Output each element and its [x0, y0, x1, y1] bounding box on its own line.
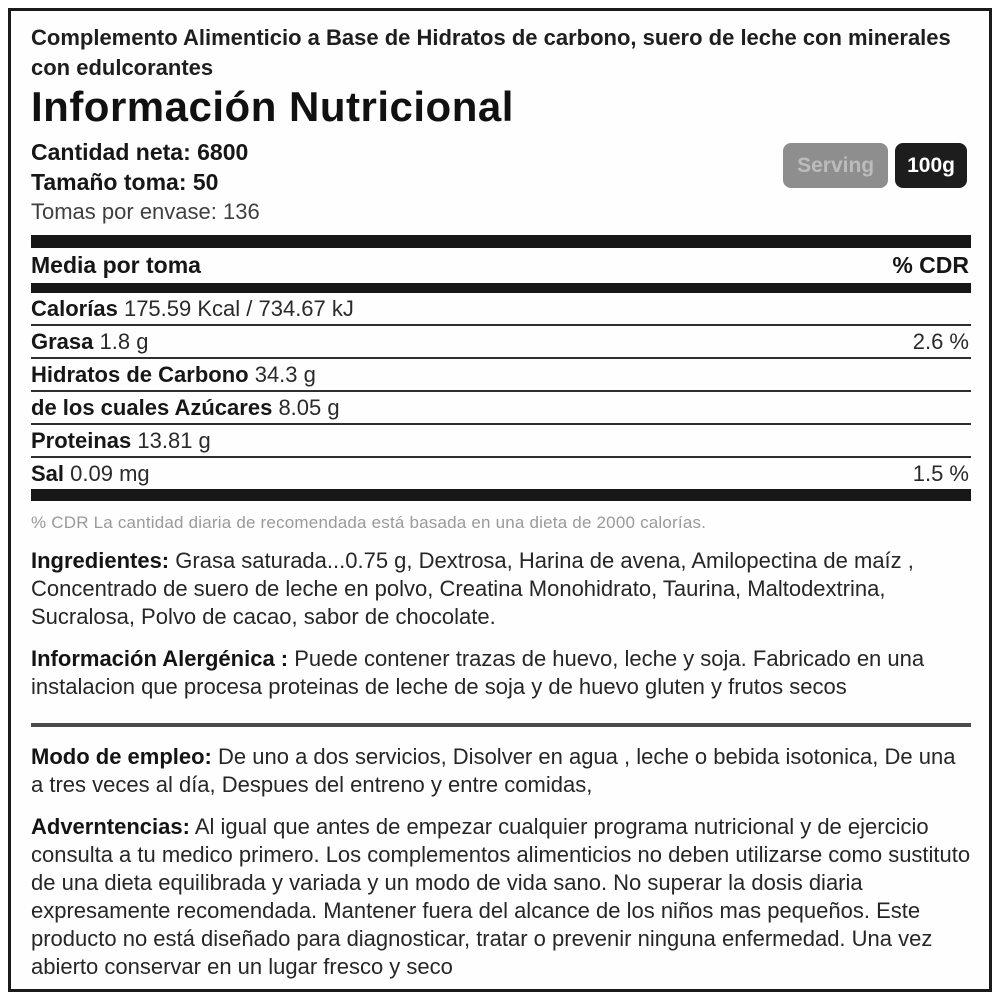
usage-heading: Modo de empleo: [31, 744, 212, 769]
unit-toggle-group [783, 143, 967, 188]
table-header-row [31, 248, 971, 283]
nutrition-label [8, 8, 992, 992]
nutrient-value: 8.05 g [278, 395, 340, 420]
nutrient-cell [31, 428, 211, 454]
nutrient-value: 1.8 g [99, 329, 149, 354]
servings-per-container: Tomas por envase: 136 [31, 199, 260, 224]
nutrient-value: 0.09 mg [70, 461, 150, 486]
warnings-text: Al igual que antes de empezar cualquier programa nutricional y de ejercicio consulta a tu medico primero. Los complementos alimenticios no deben utilizarse como sustituto de una dieta equilibrada y variada y un modo de vida sano. No superar la dosis diaria expresamente recomendada. Mantener fuera del alcance de los niños mas pequeños. Este producto no está diseñado para diagnosticar, tratar o prevenir ninguna enfermedad. Una vez abierto conservar en un lugar fresco y seco [31, 814, 971, 979]
nutrient-cell [31, 362, 316, 388]
nutrient-cell [31, 296, 354, 322]
nutrient-name: de los cuales Azúcares [31, 395, 273, 420]
nutrient-name: Hidratos de Carbono [31, 362, 249, 387]
per-100g-toggle-button[interactable]: 100g [895, 143, 967, 188]
table-header-left: Media por toma [31, 252, 201, 278]
nutrient-value: 13.81 g [137, 428, 211, 453]
table-row [31, 425, 971, 458]
table-row [31, 392, 971, 425]
warnings-heading: Adverntencias: [31, 814, 190, 839]
table-row [31, 293, 971, 326]
warnings-section [31, 813, 971, 981]
nutrient-name: Sal [31, 461, 65, 486]
serving-toggle-button[interactable]: Serving [783, 143, 888, 188]
cdr-value: 1.5 % [912, 461, 969, 486]
top-separator-bar [31, 235, 971, 248]
usage-section [31, 743, 971, 799]
table-header-right: % CDR [892, 252, 969, 278]
nutrient-cell [31, 461, 150, 487]
nutrient-value: 34.3 g [254, 362, 316, 387]
allergen-heading: Información Alergénica : [31, 646, 289, 671]
nutrient-name: Grasa [31, 329, 94, 354]
cdr-value: 2.6 % [912, 329, 969, 354]
page-title: Información Nutricional [31, 83, 514, 130]
allergen-text: Puede contener trazas de huevo, leche y soja. Fabricado en una instalacion que procesa proteinas de leche de soja y de huevo gluten y frutos secos [31, 646, 925, 699]
table-row [31, 326, 971, 359]
net-quantity: Cantidad neta: 6800 [31, 139, 249, 165]
meta-lines [31, 137, 260, 226]
allergen-section [31, 645, 971, 701]
cdr-footnote: % CDR La cantidad diaria de recomendada está basada en una dieta de 2000 calorías. [31, 513, 707, 532]
nutrient-value: 175.59 Kcal / 734.67 kJ [123, 296, 354, 321]
section-divider [31, 723, 971, 727]
ingredients-heading: Ingredientes: [31, 548, 170, 573]
nutrient-name: Calorías [31, 296, 118, 321]
header-separator-bar [31, 283, 971, 293]
product-description: Complemento Alimenticio a Base de Hidratos de carbono, suero de leche con minerales con edulcorantes [31, 25, 951, 80]
table-bottom-bar [31, 489, 971, 501]
ingredients-section [31, 547, 971, 631]
nutrient-name: Proteinas [31, 428, 132, 453]
nutrient-cell [31, 395, 340, 421]
nutrient-cell [31, 329, 148, 355]
usage-text: De uno a dos servicios, Disolver en agua , leche o bebida isotonica, De una a tres veces al día, Despues del entreno y entre comidas, [31, 744, 956, 797]
table-row [31, 359, 971, 392]
serving-size: Tamaño toma: 50 [31, 169, 219, 195]
ingredients-text: Grasa saturada...0.75 g, Dextrosa, Harina de avena, Amilopectina de maíz , Concentrado de suero de leche en polvo, Creatina Monohidrato, Taurina, Maltodextrina, Sucralosa, Polvo de cacao, sabor de chocolate. [31, 548, 914, 629]
table-row [31, 458, 971, 489]
meta-section [31, 137, 971, 226]
